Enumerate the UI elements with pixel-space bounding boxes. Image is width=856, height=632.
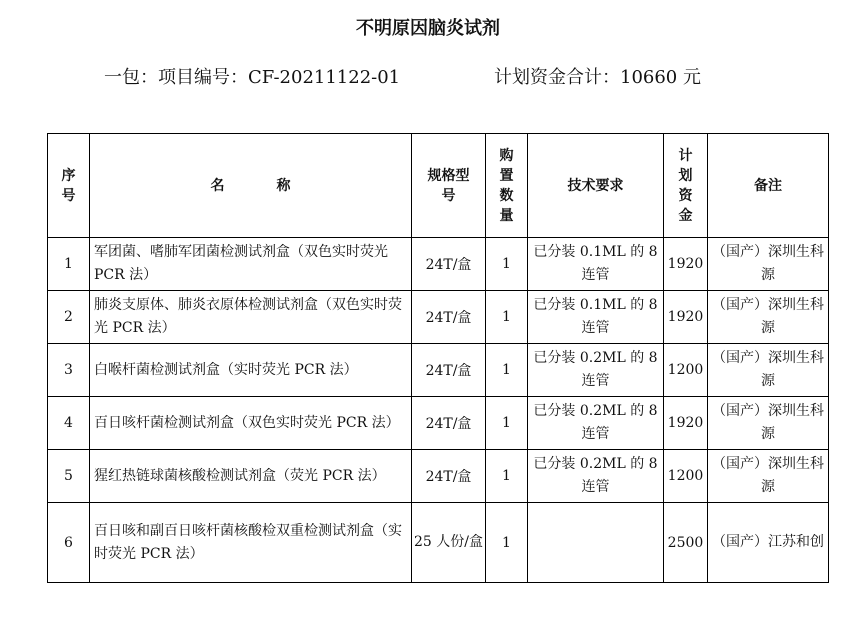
cell-note: （国产）深圳生科源 — [708, 397, 829, 450]
cell-name: 军团菌、嗜肺军团菌检测试剂盒（双色实时荧光 PCR 法） — [90, 238, 412, 291]
header-name: 名 称 — [90, 134, 412, 238]
cell-spec: 24T/盒 — [412, 344, 486, 397]
header-qty: 购 置 数 量 — [486, 134, 528, 238]
total-budget: 计划资金合计：10660 元 — [494, 67, 701, 88]
header-spec: 规格型 号 — [412, 134, 486, 238]
cell-seq: 3 — [48, 344, 90, 397]
cell-seq: 5 — [48, 450, 90, 503]
cell-spec: 24T/盒 — [412, 238, 486, 291]
project-number: 一包：项目编号：CF-20211122-01 — [104, 67, 401, 88]
table-row — [48, 344, 829, 397]
cell-note: （国产）深圳生科源 — [708, 344, 829, 397]
cell-note: （国产）江苏和创 — [708, 503, 829, 583]
cell-qty: 1 — [486, 291, 528, 344]
cell-seq: 6 — [48, 503, 90, 583]
cell-name: 白喉杆菌检测试剂盒（实时荧光 PCR 法） — [90, 344, 412, 397]
cell-fund: 1200 — [664, 450, 708, 503]
table-row — [48, 291, 829, 344]
cell-fund: 1920 — [664, 397, 708, 450]
cell-tech: 已分装 0.2ML 的 8 连管 — [528, 397, 664, 450]
procurement-table — [47, 133, 829, 583]
cell-tech — [528, 503, 664, 583]
table-row — [48, 238, 829, 291]
cell-qty: 1 — [486, 397, 528, 450]
header-note: 备注 — [708, 134, 829, 238]
header-seq: 序 号 — [48, 134, 90, 238]
header-tech: 技术要求 — [528, 134, 664, 238]
cell-qty: 1 — [486, 450, 528, 503]
cell-spec: 24T/盒 — [412, 397, 486, 450]
table-row — [48, 397, 829, 450]
cell-name: 猩红热链球菌核酸检测试剂盒（荧光 PCR 法） — [90, 450, 412, 503]
cell-qty: 1 — [486, 503, 528, 583]
header-row — [48, 134, 829, 238]
cell-spec: 25 人份/盒 — [412, 503, 486, 583]
cell-note: （国产）深圳生科源 — [708, 450, 829, 503]
cell-tech: 已分装 0.1ML 的 8 连管 — [528, 291, 664, 344]
cell-seq: 1 — [48, 238, 90, 291]
cell-tech: 已分装 0.2ML 的 8 连管 — [528, 450, 664, 503]
cell-fund: 1920 — [664, 238, 708, 291]
document-title: 不明原因脑炎试剂 — [356, 18, 500, 39]
cell-name: 百日咳杆菌检测试剂盒（双色实时荧光 PCR 法） — [90, 397, 412, 450]
cell-spec: 24T/盒 — [412, 291, 486, 344]
cell-note: （国产）深圳生科源 — [708, 291, 829, 344]
cell-qty: 1 — [486, 344, 528, 397]
cell-tech: 已分装 0.2ML 的 8 连管 — [528, 344, 664, 397]
cell-fund: 1200 — [664, 344, 708, 397]
cell-spec: 24T/盒 — [412, 450, 486, 503]
cell-seq: 4 — [48, 397, 90, 450]
cell-qty: 1 — [486, 238, 528, 291]
table-row — [48, 503, 829, 583]
cell-name: 肺炎支原体、肺炎衣原体检测试剂盒（双色实时荧光 PCR 法） — [90, 291, 412, 344]
cell-tech: 已分装 0.1ML 的 8 连管 — [528, 238, 664, 291]
cell-seq: 2 — [48, 291, 90, 344]
cell-name: 百日咳和副百日咳杆菌核酸检双重检测试剂盒（实时荧光 PCR 法） — [90, 503, 412, 583]
table-row — [48, 450, 829, 503]
cell-note: （国产）深圳生科源 — [708, 238, 829, 291]
cell-fund: 2500 — [664, 503, 708, 583]
header-fund: 计 划 资 金 — [664, 134, 708, 238]
cell-fund: 1920 — [664, 291, 708, 344]
